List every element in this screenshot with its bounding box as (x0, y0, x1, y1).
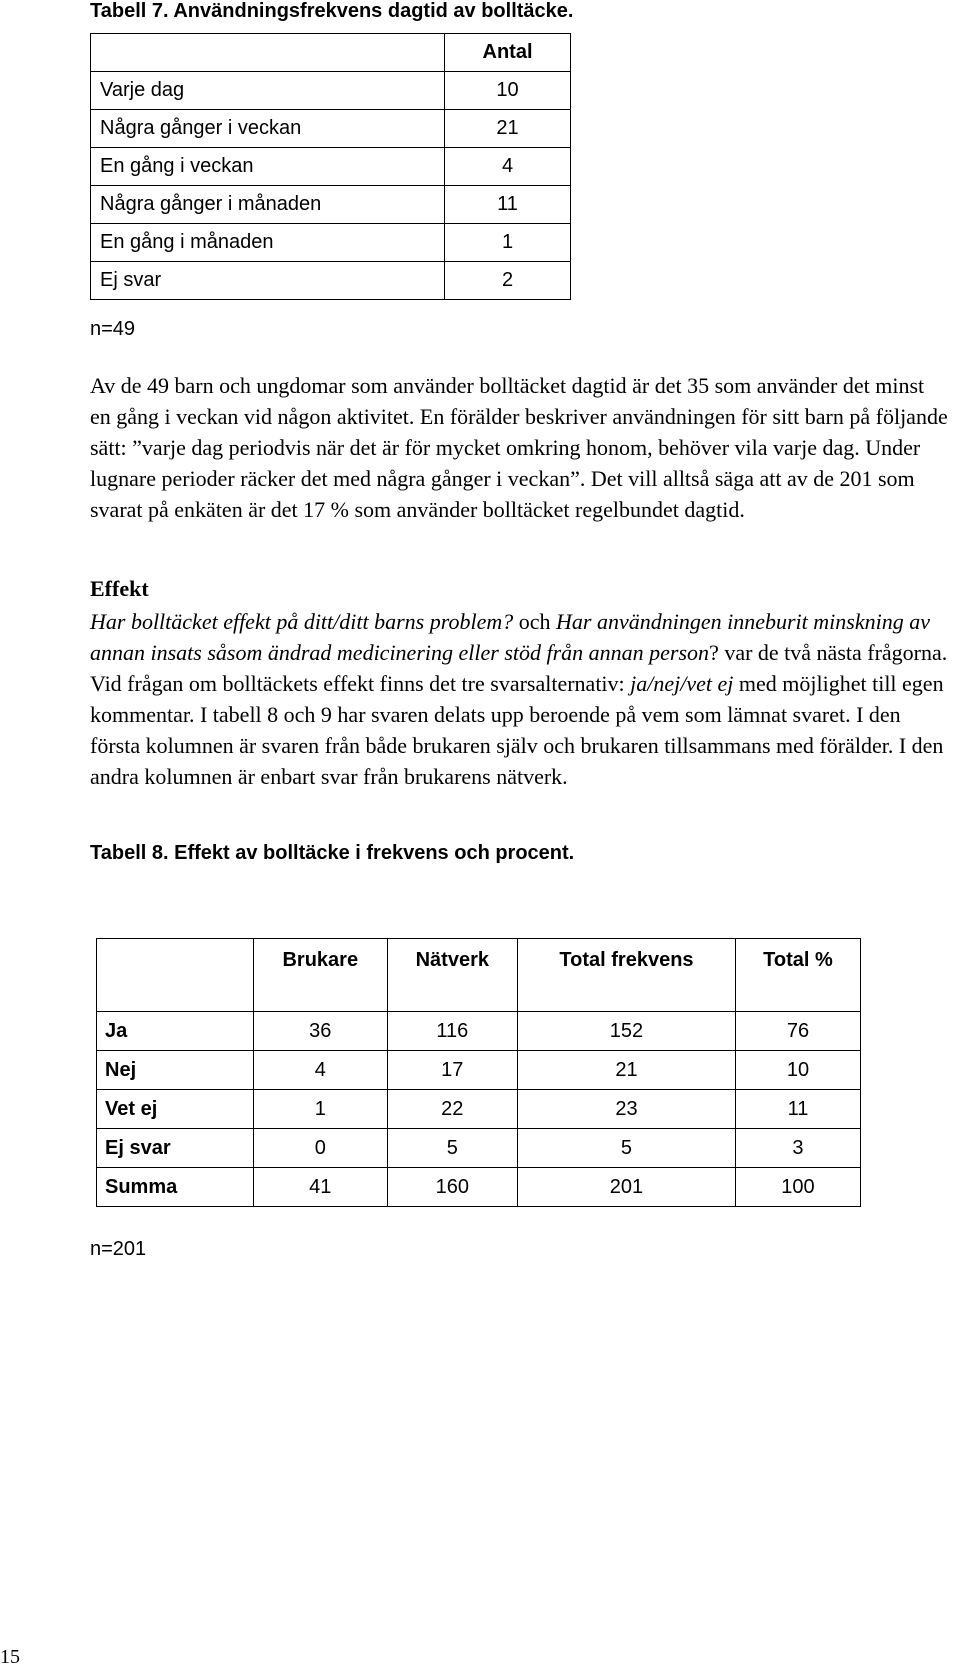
table8-header-cell: Total frekvens (517, 939, 735, 1012)
table8-sample-size: n=201 (90, 1238, 147, 1260)
table8-cell: 201 (517, 1168, 735, 1207)
table7-header-cell: Antal (445, 34, 571, 72)
table-row (91, 186, 571, 224)
table-row (91, 224, 571, 262)
table7-cell: Ej svar (91, 262, 445, 300)
table7-caption: Tabell 7. Användningsfrekvens dagtid av bolltäcke. (90, 0, 574, 22)
table8-cell: 41 (254, 1168, 388, 1207)
table8-cell: 0 (254, 1129, 388, 1168)
table8-cell: 100 (735, 1168, 860, 1207)
table8-cell: 4 (254, 1051, 388, 1090)
table8-row-label: Nej (97, 1051, 254, 1090)
table8-row-label: Ja (97, 1012, 254, 1051)
effekt-text-1: ? var de två nästa frågorna. Vid frågan om bolltäckets effekt finns det tre svarsalternativ: (90, 640, 948, 696)
table7-cell: Några gånger i månaden (91, 186, 445, 224)
table7-cell: En gång i månaden (91, 224, 445, 262)
table8-header-cell: Total % (735, 939, 860, 1012)
table7-cell: Några gånger i veckan (91, 110, 445, 148)
table7-cell: 2 (445, 262, 571, 300)
table7 (90, 33, 571, 300)
table-row (91, 262, 571, 300)
table8-cell: 17 (387, 1051, 517, 1090)
table8-cell: 23 (517, 1090, 735, 1129)
table8-cell: 22 (387, 1090, 517, 1129)
table7-header-cell (91, 34, 445, 72)
table8-header-cell: Brukare (254, 939, 388, 1012)
table8-cell: 10 (735, 1051, 860, 1090)
table-row (97, 1051, 861, 1090)
table7-cell: 11 (445, 186, 571, 224)
table8-cell: 21 (517, 1051, 735, 1090)
table-row (97, 1129, 861, 1168)
table8-cell: 152 (517, 1012, 735, 1051)
table8-row-label: Ej svar (97, 1129, 254, 1168)
table7-cell: 4 (445, 148, 571, 186)
effekt-paragraph (90, 606, 950, 792)
table8-caption: Tabell 8. Effekt av bolltäcke i frekvens och procent. (90, 842, 575, 864)
table8 (96, 938, 861, 1207)
table7-cell: 1 (445, 224, 571, 262)
conjunction: och (513, 609, 557, 634)
table8-cell: 5 (387, 1129, 517, 1168)
table7-cell: En gång i veckan (91, 148, 445, 186)
table7-header-row (91, 34, 571, 72)
table8-cell: 36 (254, 1012, 388, 1051)
table8-cell: 5 (517, 1129, 735, 1168)
table7-cell: Varje dag (91, 72, 445, 110)
table8-header-cell (97, 939, 254, 1012)
table-row (97, 1090, 861, 1129)
table8-cell: 76 (735, 1012, 860, 1051)
table8-cell: 11 (735, 1090, 860, 1129)
table7-cell: 21 (445, 110, 571, 148)
table-row (91, 72, 571, 110)
table-row (91, 148, 571, 186)
effekt-text-2: med möjlighet till egen kommentar. I tabell 8 och 9 har svaren delats upp beroende på vem som lämnat svaret. I den första kolumnen är svaren från både brukaren själv och brukaren tillsammans med förälder. I den andra kolumnen är enbart svar från brukarens nätverk. (90, 671, 944, 789)
question-2: Har användningen inneburit minskning av annan insats såsom ändrad medicinering eller stöd från annan person (90, 609, 930, 665)
table8-cell: 3 (735, 1129, 860, 1168)
table-row (91, 110, 571, 148)
answer-options: ja/nej/vet ej (630, 671, 734, 696)
table8-row-label: Vet ej (97, 1090, 254, 1129)
table8-cell: 116 (387, 1012, 517, 1051)
table-row (97, 1012, 861, 1051)
table8-cell: 1 (254, 1090, 388, 1129)
body-paragraph: Av de 49 barn och ungdomar som använder bolltäcket dagtid är det 35 som använder det minst en gång i veckan vid någon aktivitet. En förälder beskriver användningen för sitt barn på följande sätt: ”varje dag periodvis när det är för mycket omkring honom, behöver vila varje dag. Under lugnare perioder räcker det med några gånger i veckan”. Det vill alltså säga att av de 201 som svarat på enkäten är det 17 % som använder bolltäcket regelbundet dagtid. (90, 373, 948, 522)
table8-cell: 160 (387, 1168, 517, 1207)
table7-cell: 10 (445, 72, 571, 110)
question-1: Har bolltäcket effekt på ditt/ditt barns problem? (90, 609, 514, 634)
table8-header-cell: Nätverk (387, 939, 517, 1012)
section-heading: Effekt (90, 576, 149, 601)
table-row (97, 1168, 861, 1207)
table8-header-row (97, 939, 861, 1012)
table7-sample-size: n=49 (90, 318, 136, 340)
table8-row-label: Summa (97, 1168, 254, 1207)
page-number: 15 (0, 1646, 20, 1668)
